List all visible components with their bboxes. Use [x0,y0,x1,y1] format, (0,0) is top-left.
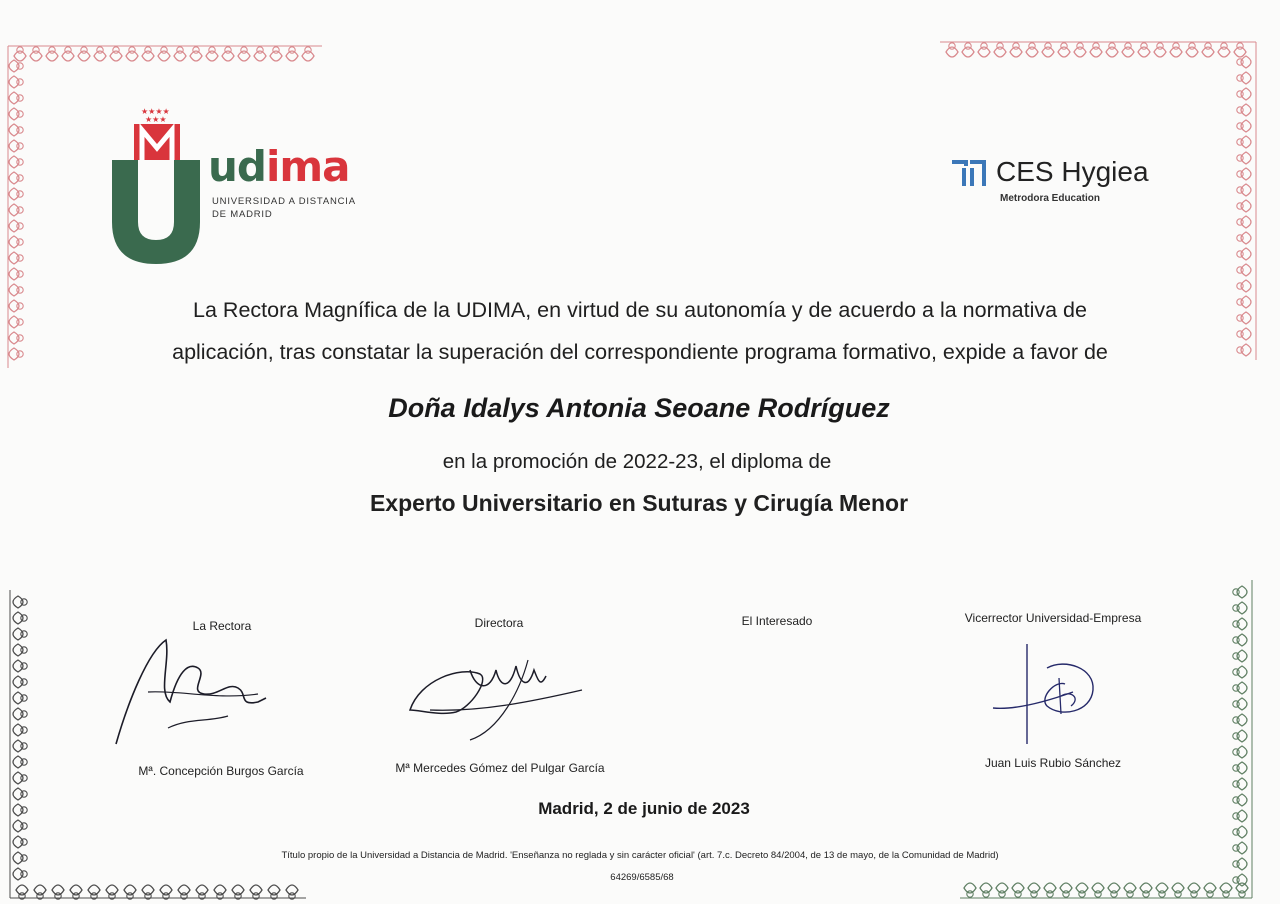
signature-vicerrector [985,640,1105,750]
udima-stars: ★★★★ [141,107,170,116]
registration-number: 64269/6585/68 [610,872,674,883]
ces-hygiea-logo [950,156,1170,212]
diploma-title: Experto Universitario en Suturas y Cirugía Menor [369,490,909,516]
udima-logo [108,104,378,274]
legal-note: Título propio de la Universidad a Distancia de Madrid. 'Enseñanza no reglada y sin carácter oficial' (art. 7.c. Decreto 84/2004, de 13 de mayo, de la Comunidad de Madrid) [281,850,999,861]
ces-name: CES Hygiea [996,156,1149,187]
signature-role-directora: Directora [474,616,524,630]
recipient-name: Doña Idalys Antonia Seoane Rodríguez [388,393,890,423]
intro-text-line-1: La Rectora Magnífica de la UDIMA, en virtud de su autonomía y de acuerdo a la normativa de [193,298,1087,322]
ces-mark-icon [950,158,990,192]
ces-subtitle: Metrodora Education [1000,193,1101,204]
udima-stars-row2: ★★★ [145,115,167,124]
signature-name-directora: Mª Mercedes Gómez del Pulgar García [395,761,605,775]
signature-name-vicerrector: Juan Luis Rubio Sánchez [984,756,1122,770]
signature-role-interesado: El Interesado [741,614,813,628]
signature-rectora [108,632,278,752]
signature-name-rectora: Mª. Concepción Burgos García [138,764,304,778]
intro-text-line-2: aplicación, tras constatar la superación del correspondiente programa formativo, expide a favor de [172,340,1108,364]
signature-role-rectora: La Rectora [192,619,252,633]
signature-role-vicerrector: Vicerrector Universidad-Empresa [964,611,1142,625]
signature-directora [400,630,590,750]
udima-subtitle: UNIVERSIDAD A DISTANCIA DE MADRID [212,196,356,220]
udima-wordmark: udima [208,142,350,191]
issue-date: Madrid, 2 de junio de 2023 [538,799,750,818]
promotion-text: en la promoción de 2022-23, el diploma de [442,450,832,473]
